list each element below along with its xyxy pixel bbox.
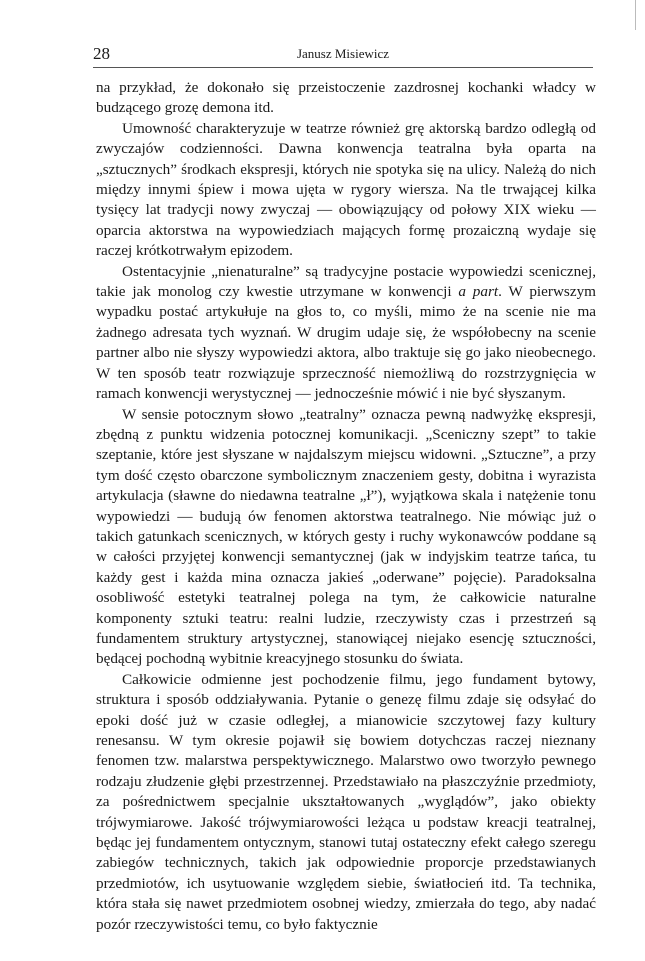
running-head-author: Janusz Misiewicz (296, 46, 390, 61)
paragraph-theatrical-sense: W sensie potocznym słowo „teatralny” oznacza pewną nadwyżkę ekspresji, zbędną z punktu widzenia potocznej komunikacji. „Sceniczny szept” to takie szeptanie, które jest słyszane w najdalszym miejscu widowni. „Sztuczne”, a przy tym dość często obarczone symbolicznym znaczeniem gesty, dobitna i wyrazista artykulacja (sławne do niedawna teatralne „ł”), wyjątkowa skala i natężenie tonu wypowiedzi — budują ów fenomen aktorstwa teatralnego. Nie mówiąc już o takich gatunkach scenicznych, w których gesty i ruchy wykonawców poddane są w całości przyjętej konwencji semantycznej (jak w indyjskim teatrze tańca, tu każdy gest i każda mina oznacza jakieś „oderwane” pojęcie). Paradoksalna osobliwość estetyki teatralnej polega na tym, że całkowicie naturalne komponenty sztuki teatru: realni ludzie, rzeczywisty czas i przestrzeń są fundamentem struktury artystycznej, stanowiącej niejako esencję sztuczności, będącej pochodną wybitnie kreacyjnego stosunku do świata. (96, 405, 596, 668)
scan-edge-mark (635, 0, 636, 30)
italic-phrase: a part (458, 283, 499, 301)
header-rule (93, 67, 593, 68)
paragraph-film-origin: Całkowicie odmienne jest pochodzenie filmu, jego fundament bytowy, struktura i sposób oddziaływania. Pytanie o genezę filmu zdaje się odsyłać do epoki dość już w czasie odległej, a mianowicie szczytowej fazy kultury renesansu. W tym okresie pojawił się bowiem dotychczas raczej nieznany fenomen tzw. malarstwa perspektywicznego. Malarstwo owo tworzyło pewnego rodzaju złudzenie głębi przestrzennej. Przedstawiało na płaszczyźnie przedmioty, za pośrednictwem specjalnie ukształtowanych „wyglądów”, jako obiekty trójwymiarowe. Jakość trójwymiarowości leżąca u podstaw kreacji teatralnej, będąc jej fundamentem ontycznym, stanowi tutaj ostateczny efekt całego szeregu zabiegów technicznych, takich jak odpowiednie proporcje przedstawianych przedmiotów, ich usytuowanie względem siebie, światłocień itd. Ta technika, która stała się nawet przedmiotem osobnej wiedzy, zmierzała do tego, aby nadać pozór rzeczywistości temu, co było faktycznie (96, 670, 596, 933)
page-number: 28 (93, 44, 110, 63)
paragraph-continuation: na przykład, że dokonało się przeistoczenie zazdrosnej kochanki władcy w budzącego grozę demona itd. (96, 79, 596, 117)
body-text (96, 78, 596, 935)
paragraph-convention-acting: Umowność charakteryzuje w teatrze również grę aktorską bardzo odległą od zwyczajów codzienności. Dawna konwencja teatralna była oparta na „sztucznych” środkach ekspresji, których nie spotyka się na ulicy. Należą do nich między innymi śpiew i mowa ujęta w rygory wiersza. Na tle trwającej kilka tysięcy lat tradycji nowy zwyczaj — obowiązujący od połowy XIX wieku — oparcia aktorstwa na wypowiedziach mających formę prozaiczną wydaje się raczej krótkotrwałym epizodem. (96, 119, 596, 260)
paragraph-monologue: Ostentacyjnie „nienaturalne” są tradycyjne postacie wypowiedzi scenicznej, takie jak monolog czy kwestie utrzymane w konwencji a part. W pierwszym wypadku postać artykułuje na głos to, co myśli, mimo że na scenie nie ma żadnego adresata tych wyznań. W drugim udaje się, że współobecny na scenie partner albo nie słyszy wypowiedzi aktora, albo traktuje się go jako nieobecnego. W ten sposób teatr rozwiązuje sprzeczność niemożliwą do rozstrzygnięcia w ramach konwencji werystycznej — jednocześnie mówić i nie być słyszanym. (96, 262, 596, 403)
page-header (93, 44, 593, 66)
